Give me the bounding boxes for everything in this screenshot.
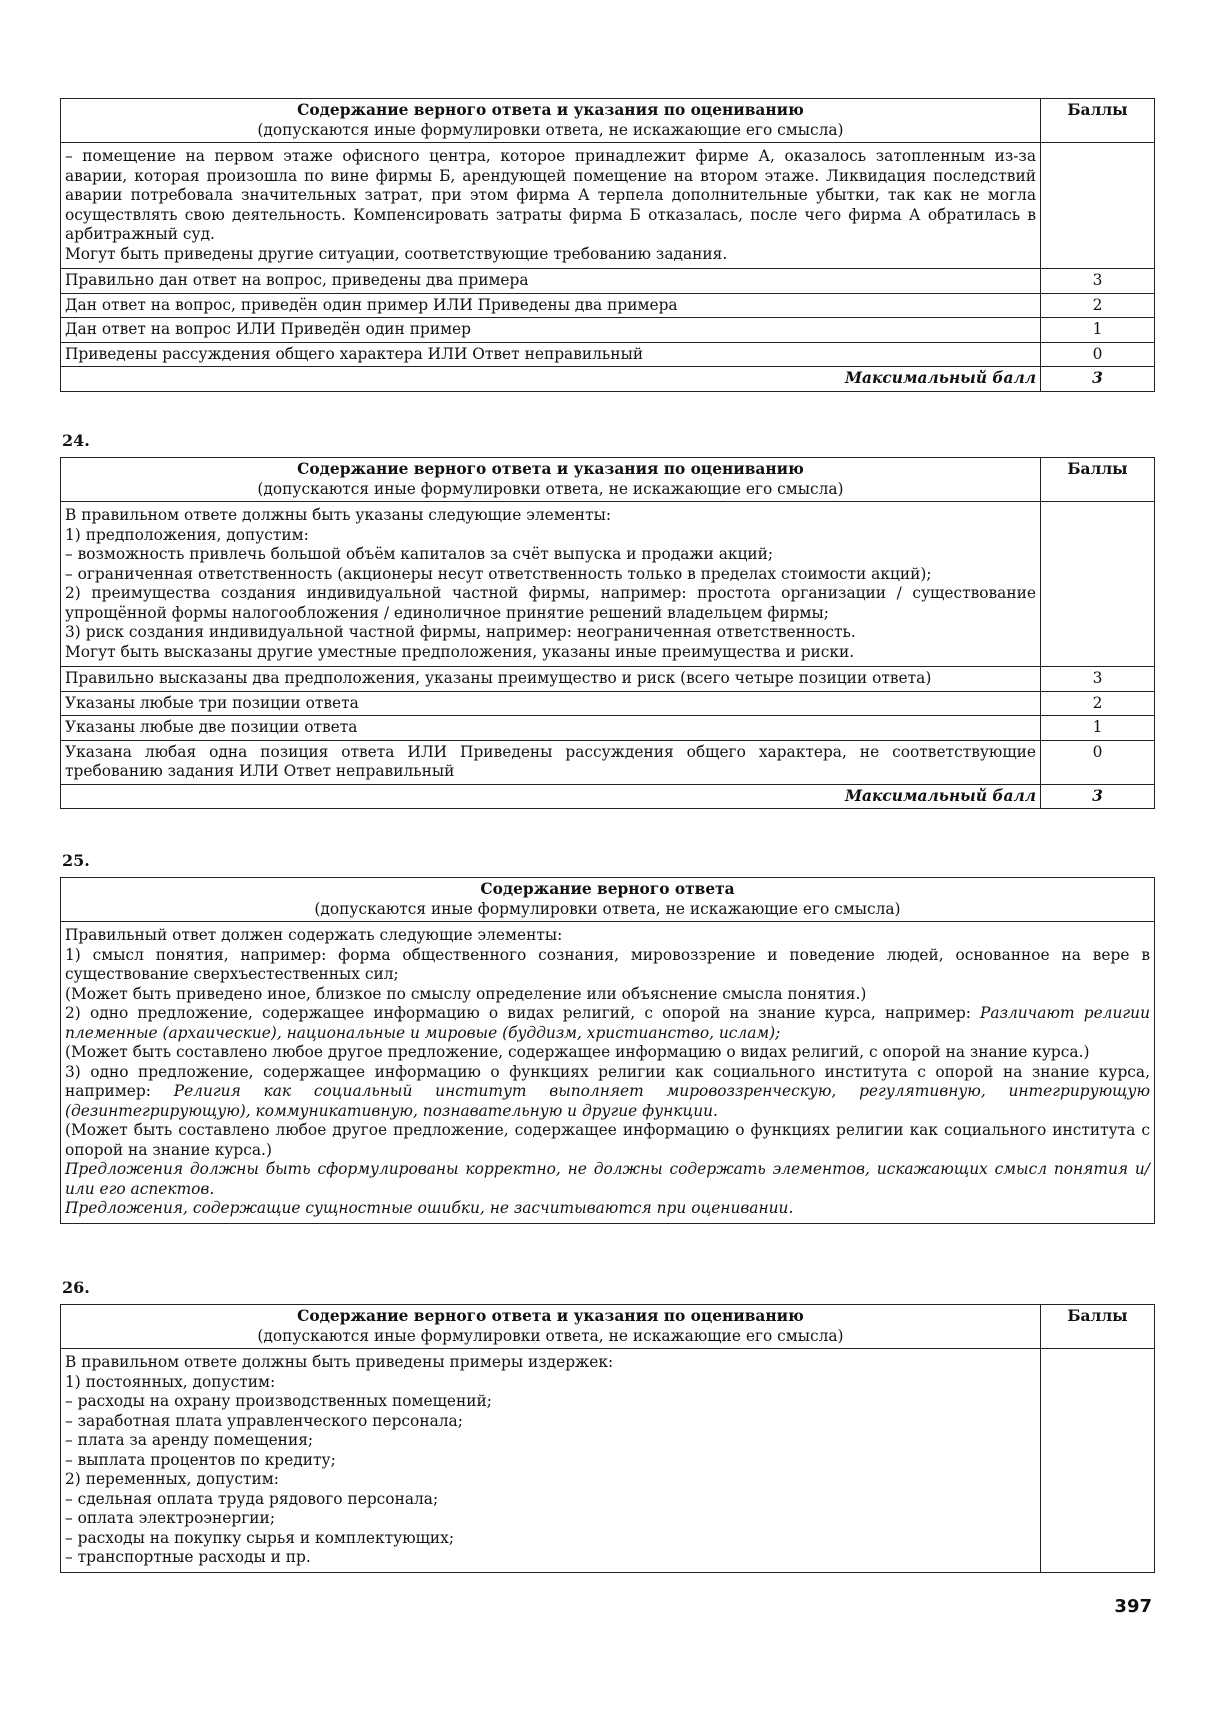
- question-number-24: 24.: [62, 431, 90, 450]
- table-header: [61, 458, 1041, 502]
- content-line: Могут быть приведены другие ситуации, соответствующие требованию задания.: [65, 244, 728, 263]
- table-header: [61, 878, 1155, 922]
- content-line: В правильном ответе должны быть указаны следующие элементы:: [65, 506, 612, 524]
- criterion-row: Дан ответ на вопрос, приведён один пример ИЛИ Приведены два примера: [61, 293, 1041, 318]
- content-line: – расходы на покупку сырья и комплектующих;: [65, 1528, 455, 1547]
- content-line: 2) преимущества создания индивидуальной частной фирмы, например: простота организации / существование упрощённой формы налогообложения / единоличное принятие решений владельцем фирмы;: [65, 584, 1036, 622]
- criterion-row: Приведены рассуждения общего характера ИЛИ Ответ неправильный: [61, 342, 1041, 367]
- answer-table-25: [60, 877, 1155, 1224]
- header-title: Содержание верного ответа и указания по оцениванию: [297, 101, 804, 119]
- max-score-label: Максимальный балл: [61, 367, 1041, 392]
- content-example: Различают религии племенные (архаические), национальные и мировые (буддизм, христианство, ислам);: [65, 1004, 1150, 1042]
- score-cell-empty: [1041, 502, 1155, 667]
- question-number-25: 25.: [62, 851, 90, 870]
- criterion-score: 2: [1041, 691, 1155, 716]
- content-line: – сдельная оплата труда рядового персонала;: [65, 1489, 439, 1508]
- criterion-score: 1: [1041, 318, 1155, 343]
- content-line: Могут быть высказаны другие уместные предположения, указаны иные преимущества и риски.: [65, 642, 855, 661]
- content-line: 1) смысл понятия, например: форма общественного сознания, мировоззрение и поведение людей, основанное на вере в существование сверхъестественных сил;: [65, 945, 1150, 983]
- score-header: Баллы: [1041, 458, 1155, 502]
- content-line: – расходы на охрану производственных помещений;: [65, 1392, 492, 1410]
- header-title: Содержание верного ответа и указания по оцениванию: [297, 460, 804, 478]
- content-line: 3) риск создания индивидуальной частной фирмы, например: неограниченная ответственность.: [65, 623, 856, 641]
- content-example: Религия как социальный институт выполняет мировоззренческую, регулятивную, интегрирующую (дезинтегрирующую), коммуникативную, познавательную и другие функции.: [65, 1082, 1151, 1120]
- content-line: – помещение на первом этаже офисного центра, которое принадлежит фирме А, оказалось затопленным из-за аварии, которая произошла по вине фирмы Б, арендующей помещение на втором этаже. Ликвидация последствий аварии потребовала значительных затрат, при этом фирма А терпела дополнительные убытки, так как не могла осуществлять свою деятельность. Компенсировать затраты фирма Б отказалась, после чего фирма А обратилась в арбитражный суд.: [65, 147, 1036, 243]
- header-subtitle: (допускаются иные формулировки ответа, не искажающие его смысла): [257, 479, 844, 498]
- header-title: Содержание верного ответа: [480, 880, 735, 898]
- score-header: Баллы: [1041, 1305, 1155, 1349]
- table-header: [61, 1305, 1041, 1349]
- content-line: – заработная плата управленческого персонала;: [65, 1411, 463, 1430]
- criteria-table-24: [60, 457, 1155, 809]
- score-header: Баллы: [1041, 99, 1155, 143]
- criterion-row: Дан ответ на вопрос ИЛИ Приведён один пример: [61, 318, 1041, 343]
- header-title: Содержание верного ответа и указания по оцениванию: [297, 1307, 804, 1325]
- content-line: – возможность привлечь большой объём капиталов за счёт выпуска и продажи акций;: [65, 545, 774, 563]
- content-line: Правильный ответ должен содержать следующие элементы:: [65, 926, 563, 944]
- criterion-row: Указана любая одна позиция ответа ИЛИ Приведены рассуждения общего характера, не соответствующие требованию задания ИЛИ Ответ неправильный: [61, 740, 1041, 784]
- criterion-score: 2: [1041, 293, 1155, 318]
- content-line: (Может быть составлено любое другое предложение, содержащее информацию о функциях религии как социального института с опорой на знание курса.): [65, 1121, 1150, 1159]
- content-plain: 2) одно предложение, содержащее информацию о видах религий, с опорой на знание курса, например:: [65, 1004, 981, 1022]
- max-score-value: 3: [1041, 367, 1155, 392]
- table-header: [61, 99, 1041, 143]
- content-line: – плата за аренду помещения;: [65, 1431, 314, 1449]
- criterion-row: Указаны любые две позиции ответа: [61, 716, 1041, 741]
- content-line: 1) предположения, допустим:: [65, 525, 309, 544]
- content-note: Предложения должны быть сформулированы корректно, не должны содержать элементов, искажающих смысл понятия и/или его аспектов.: [65, 1160, 1150, 1198]
- criteria-table-26: [60, 1304, 1155, 1573]
- content-line: [65, 1063, 1150, 1122]
- criterion-score: 0: [1041, 342, 1155, 367]
- answer-content: [61, 922, 1155, 1224]
- header-subtitle: (допускаются иные формулировки ответа, не искажающие его смысла): [314, 899, 901, 918]
- content-line: – транспортные расходы и пр.: [65, 1548, 311, 1566]
- content-plain: 3) одно предложение, содержащее информацию о функциях религии как социального института с опорой на знание курса, например:: [65, 1062, 1150, 1100]
- criterion-row: Указаны любые три позиции ответа: [61, 691, 1041, 716]
- criterion-score: 3: [1041, 667, 1155, 692]
- content-line: – выплата процентов по кредиту;: [65, 1450, 336, 1469]
- content-line: (Может быть приведено иное, близкое по смыслу определение или объяснение смысла понятия.): [65, 984, 867, 1003]
- criterion-row: Правильно высказаны два предположения, указаны преимущество и риск (всего четыре позиции ответа): [61, 667, 1041, 692]
- max-score-label: Максимальный балл: [61, 784, 1041, 809]
- content-line: 2) переменных, допустим:: [65, 1470, 279, 1488]
- page-number: 397: [1114, 1596, 1152, 1617]
- content-note: Предложения, содержащие сущностные ошибки, не засчитываются при оценивании.: [65, 1199, 794, 1217]
- header-subtitle: (допускаются иные формулировки ответа, не искажающие его смысла): [257, 120, 844, 139]
- criterion-score: 3: [1041, 269, 1155, 294]
- max-score-value: 3: [1041, 784, 1155, 809]
- answer-content: [61, 1349, 1041, 1573]
- content-line: (Может быть составлено любое другое предложение, содержащее информацию о видах религий, с опорой на знание курса.): [65, 1043, 1090, 1061]
- content-line: В правильном ответе должны быть приведены примеры издержек:: [65, 1353, 614, 1371]
- question-number-26: 26.: [62, 1278, 90, 1297]
- criterion-score: 1: [1041, 716, 1155, 741]
- content-line: [65, 1004, 1150, 1043]
- content-line: 1) постоянных, допустим:: [65, 1372, 276, 1391]
- content-line: – ограниченная ответственность (акционеры несут ответственность только в пределах стоимости акций);: [65, 564, 932, 583]
- criterion-score: 0: [1041, 740, 1155, 784]
- criteria-table-23: [60, 98, 1155, 392]
- score-cell-empty: [1041, 143, 1155, 269]
- content-line: – оплата электроэнергии;: [65, 1509, 276, 1527]
- criterion-row: Правильно дан ответ на вопрос, приведены два примера: [61, 269, 1041, 294]
- score-cell-empty: [1041, 1349, 1155, 1573]
- answer-content: [61, 143, 1041, 269]
- header-subtitle: (допускаются иные формулировки ответа, не искажающие его смысла): [257, 1326, 844, 1345]
- answer-content: [61, 502, 1041, 667]
